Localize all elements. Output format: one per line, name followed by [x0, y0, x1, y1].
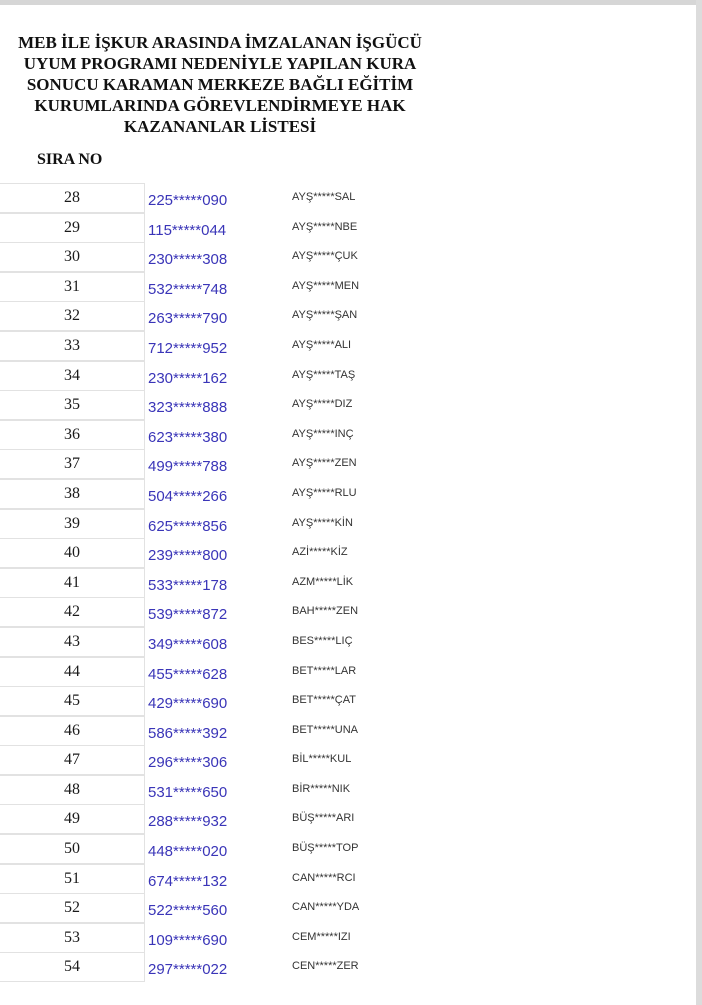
- masked-id-number: 539*****872: [148, 606, 228, 624]
- row-number: 44: [0, 657, 145, 687]
- table-row: [0, 657, 500, 687]
- row-number: 53: [0, 923, 145, 953]
- table-row: [0, 509, 500, 539]
- masked-id-number: 531*****650: [148, 783, 228, 801]
- masked-id-number: 533*****178: [148, 576, 228, 594]
- page-right-edge: [696, 0, 702, 1005]
- masked-id-number: 296*****306: [148, 754, 228, 772]
- masked-name: AYŞ*****DIZ: [292, 398, 353, 411]
- row-number: 37: [0, 449, 145, 479]
- table-row: [0, 775, 500, 805]
- masked-name: BÜŞ*****TOP: [292, 842, 359, 855]
- table-row: [0, 272, 500, 302]
- row-number: 42: [0, 597, 145, 627]
- row-number: 36: [0, 420, 145, 450]
- table-row: [0, 331, 500, 361]
- row-number: 28: [0, 183, 145, 213]
- masked-name: AZİ*****KİZ: [292, 546, 348, 559]
- masked-name: AYŞ*****ALI: [292, 338, 352, 351]
- masked-id-number: 230*****308: [148, 251, 228, 269]
- row-number: 43: [0, 627, 145, 657]
- masked-id-number: 115*****044: [148, 221, 227, 239]
- masked-id-number: 109*****690: [148, 931, 228, 949]
- masked-id-number: 297*****022: [148, 961, 228, 979]
- masked-name: AYŞ*****SAL: [292, 191, 356, 203]
- masked-id-number: 623*****380: [148, 428, 228, 446]
- masked-name: AYŞ*****ZEN: [292, 457, 357, 470]
- masked-name: AYŞ*****KİN: [292, 516, 353, 529]
- masked-id-number: 499*****788: [148, 458, 228, 476]
- masked-name: CAN*****YDA: [292, 901, 360, 914]
- table-row: [0, 538, 500, 568]
- row-number: 32: [0, 301, 145, 331]
- table-row: [0, 361, 500, 391]
- table-row: [0, 716, 500, 746]
- row-number: 40: [0, 538, 145, 568]
- masked-id-number: 239*****800: [148, 547, 228, 565]
- masked-id-number: 349*****608: [148, 635, 228, 653]
- masked-id-number: 522*****560: [148, 902, 228, 920]
- table-row: [0, 301, 500, 331]
- masked-name: AYŞ*****INÇ: [292, 427, 354, 440]
- masked-id-number: 429*****690: [148, 695, 228, 713]
- table-row: [0, 420, 500, 450]
- masked-id-number: 504*****266: [148, 487, 228, 505]
- masked-name: AYŞ*****MEN: [292, 279, 360, 292]
- table-row: [0, 213, 500, 243]
- masked-id-number: 448*****020: [148, 843, 228, 861]
- masked-name: BES*****LIÇ: [292, 634, 353, 647]
- row-number: 51: [0, 864, 145, 894]
- masked-name: AYŞ*****RLU: [292, 486, 357, 499]
- column-header-sira-no: SIRA NO: [37, 151, 103, 168]
- title-line: SONUCU KARAMAN MERKEZE BAĞLI EĞİTİM: [26, 75, 414, 94]
- table-row: [0, 242, 500, 272]
- masked-name: BÜŞ*****ARI: [292, 812, 355, 825]
- table-row: [0, 568, 500, 598]
- masked-name: BET*****LAR: [292, 664, 357, 677]
- table-row: [0, 893, 500, 923]
- masked-name: AZM*****LİK: [292, 575, 354, 588]
- row-number: 38: [0, 479, 145, 509]
- row-number: 46: [0, 716, 145, 746]
- title-line: UYUM PROGRAMI NEDENİYLE YAPILAN KURA: [23, 54, 417, 73]
- masked-name: CEN*****ZER: [292, 960, 359, 973]
- table-row: [0, 864, 500, 894]
- table-row: [0, 923, 500, 953]
- winners-table: [0, 183, 500, 982]
- masked-name: BET*****UNA: [292, 723, 359, 736]
- row-number: 52: [0, 893, 145, 923]
- masked-name: CEM*****IZI: [292, 930, 351, 943]
- title-line: MEB İLE İŞKUR ARASINDA İMZALANAN İŞGÜCÜ: [18, 33, 422, 52]
- masked-name: AYŞ*****TAŞ: [292, 368, 356, 381]
- row-number: 50: [0, 834, 145, 864]
- masked-name: BAH*****ZEN: [292, 605, 359, 618]
- row-number: 41: [0, 568, 145, 598]
- row-number: 47: [0, 745, 145, 775]
- masked-id-number: 263*****790: [148, 310, 228, 328]
- masked-id-number: 674*****132: [148, 872, 228, 890]
- row-number: 29: [0, 213, 145, 243]
- masked-id-number: 625*****856: [148, 517, 228, 535]
- masked-id-number: 712*****952: [148, 339, 228, 357]
- row-number: 49: [0, 804, 145, 834]
- row-number: 45: [0, 686, 145, 716]
- title-line: KAZANANLAR LİSTESİ: [123, 117, 317, 136]
- table-row: [0, 390, 500, 420]
- table-row: [0, 627, 500, 657]
- table-row: [0, 686, 500, 716]
- masked-name: BET*****ÇAT: [292, 694, 356, 707]
- table-row: [0, 745, 500, 775]
- masked-name: AYŞ*****ÇUK: [292, 250, 358, 263]
- masked-id-number: 288*****932: [148, 813, 228, 831]
- masked-id-number: 323*****888: [148, 399, 228, 417]
- table-row: [0, 597, 500, 627]
- row-number: 35: [0, 390, 145, 420]
- masked-name: AYŞ*****ŞAN: [292, 309, 358, 322]
- row-number: 34: [0, 361, 145, 391]
- masked-id-number: 230*****162: [148, 369, 228, 387]
- title-line: KURUMLARINDA GÖREVLENDİRMEYE HAK: [34, 96, 406, 115]
- table-row: [0, 952, 500, 982]
- row-number: 48: [0, 775, 145, 805]
- masked-name: CAN*****RCI: [292, 871, 356, 884]
- row-number: 31: [0, 272, 145, 302]
- masked-id-number: 586*****392: [148, 724, 228, 742]
- row-number: 54: [0, 952, 145, 982]
- masked-id-number: 455*****628: [148, 665, 228, 683]
- row-number: 33: [0, 331, 145, 361]
- document-title: [0, 32, 440, 137]
- table-row: [0, 183, 500, 213]
- table-row: [0, 479, 500, 509]
- table-row: [0, 449, 500, 479]
- row-number: 30: [0, 242, 145, 272]
- masked-name: BİR*****NIK: [292, 782, 351, 795]
- masked-id-number: 532*****748: [148, 280, 228, 298]
- document-page: [0, 5, 696, 1005]
- row-number: 39: [0, 509, 145, 539]
- masked-id-number: 225*****090: [148, 192, 228, 209]
- table-row: [0, 834, 500, 864]
- masked-name: BİL*****KUL: [292, 753, 352, 766]
- table-row: [0, 804, 500, 834]
- masked-name: AYŞ*****NBE: [292, 220, 358, 233]
